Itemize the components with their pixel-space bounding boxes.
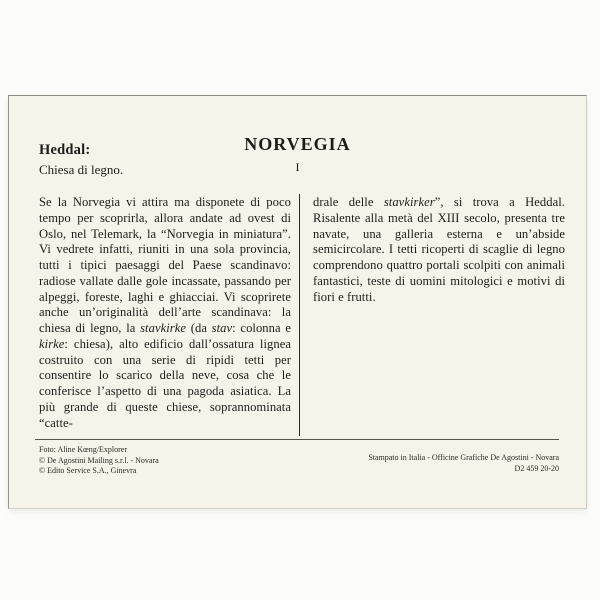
series-numeral: I <box>295 160 300 174</box>
footer-rule <box>35 439 559 440</box>
column-divider <box>299 194 300 436</box>
card-title: NORVEGIA <box>244 134 351 154</box>
subject-subheading: Chiesa di legno. <box>39 162 124 177</box>
credit-line-copyright-1: © De Agostini Mailing s.r.l. - Novara <box>39 455 159 465</box>
credit-line-photo: Foto: Aline Kœng/Explorer <box>39 445 127 454</box>
body-column-right: drale delle stavkirker”, si trova a Heddal. Risalente alla metà del XIII secolo, presenta tre navate, una galleria esterna e un’abside semicircolare. I tetti ricoperti di scaglie di legno comprendono quattro portali scolpiti con animali fantastici, teste di uomini mitologici e motivi di fiori e frutti. <box>313 195 566 304</box>
postcard-back <box>8 95 587 509</box>
credit-line-copyright-2: © Edito Service S.A., Ginevra <box>39 466 137 475</box>
place-heading: Heddal: <box>39 142 91 158</box>
print-imprint <box>368 452 559 474</box>
imprint-line-code: D2 459 20-20 <box>514 464 559 473</box>
body-column-left: Se la Norvegia vi attira ma disponete di poco tempo per scoprirla, allora andate ad ovest di Oslo, nel Telemark, la “Norvegia in miniatura”. Vi vedrete infatti, riuniti in una sola provincia, tutti i tipici paesaggi del Paese scandinavo: radiose vallate dalle gole incassate, passando per alpeggi, foreste, laghi e ghiacciai. Vi scoprirete anche un’originalità dell’arte scandinava: la chiesa di legno, la stavkirke (da stav: colonna e kirke: chiesa), alto edificio dall’ossatura lignea costruito con una serie di ripidi tetti per consentire lo scarico della neve, cosa che le conferisce l’aspetto di una pagoda asiatica. La più grande di queste chiese, soprannominata “catte- <box>39 195 291 430</box>
photo-credits <box>39 445 159 477</box>
imprint-line-printer: Stampato in Italia - Officine Grafiche De Agostini - Novara <box>368 453 559 462</box>
